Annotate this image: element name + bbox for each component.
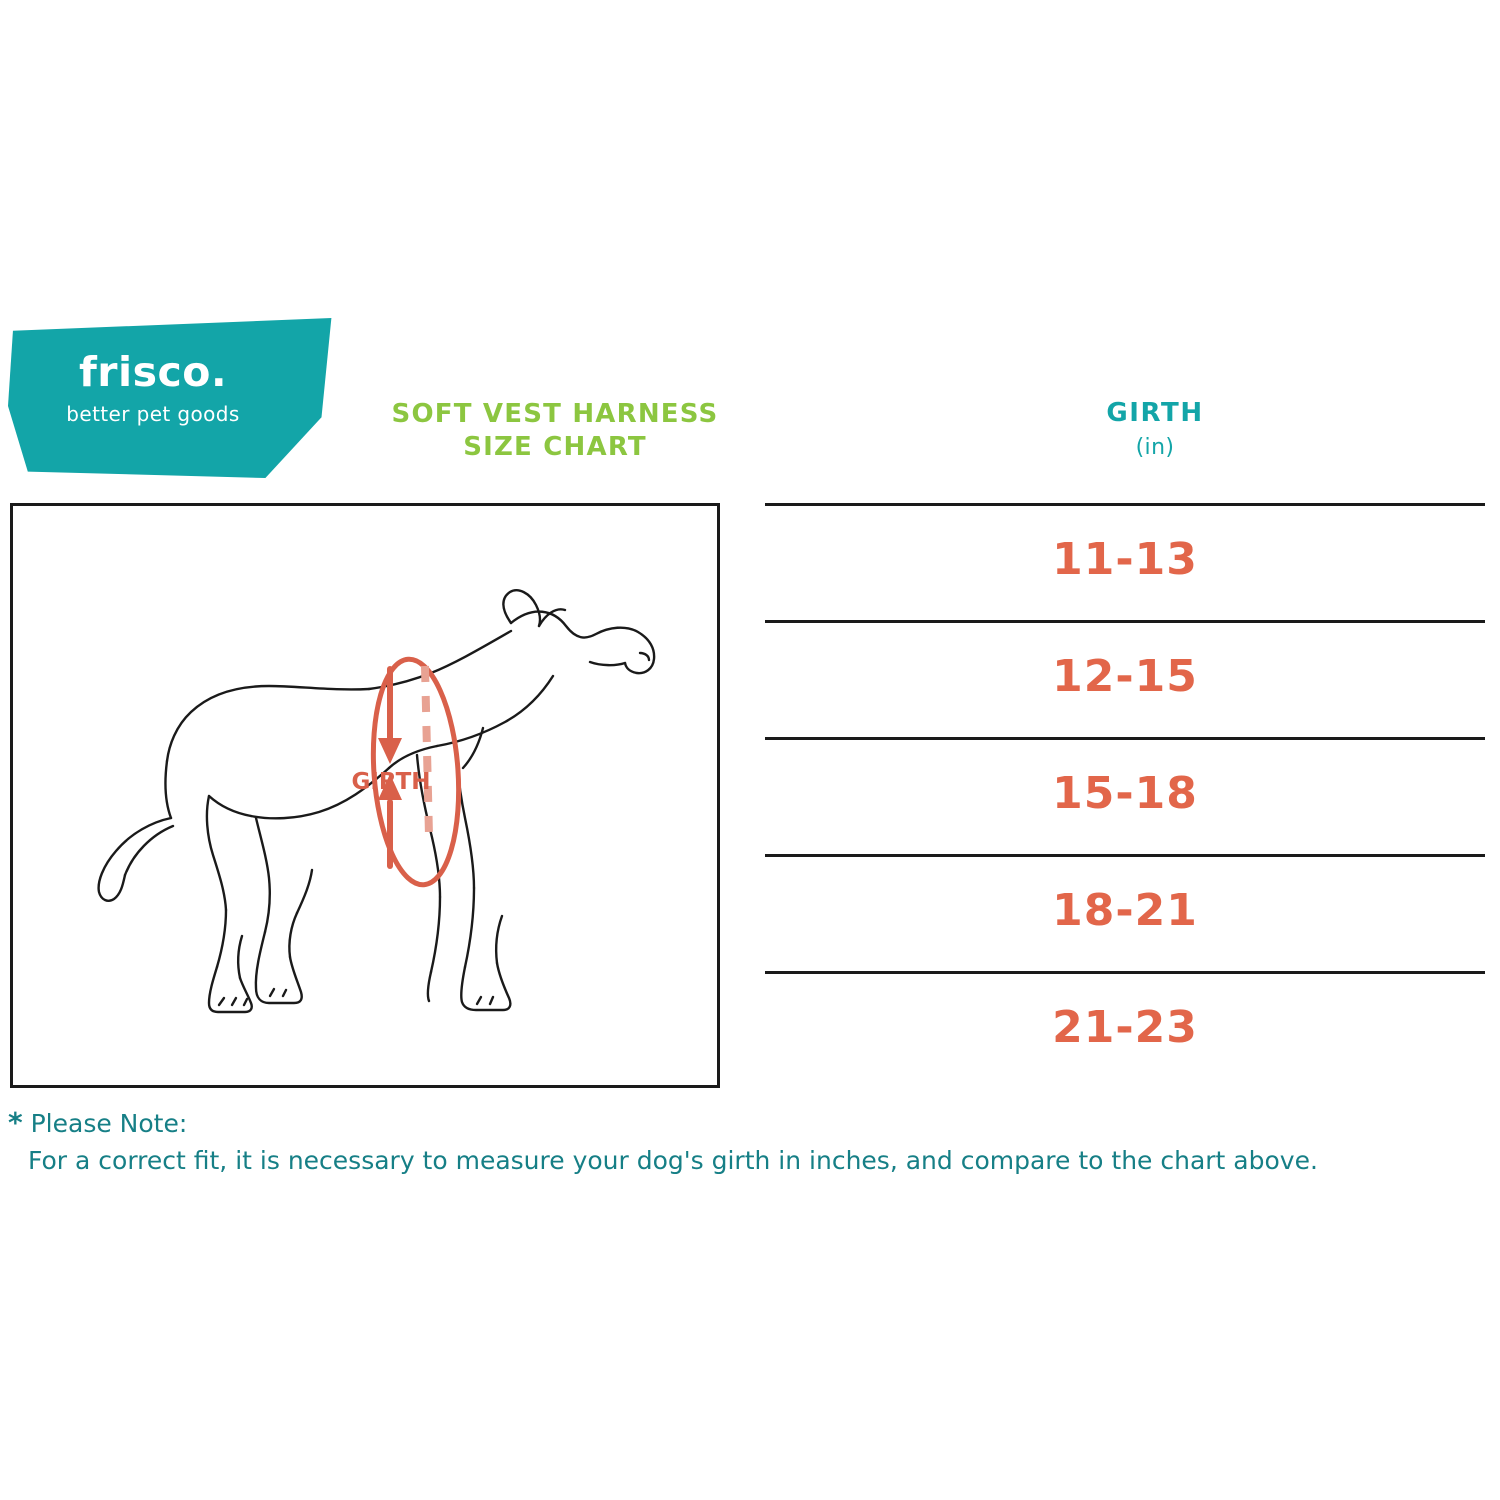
footnote-line-1 [8, 1103, 1428, 1143]
girth-value: 18-21 [1052, 885, 1198, 936]
brand-tagline: better pet goods [66, 402, 240, 426]
column-header-girth-unit: (in) [1135, 435, 1175, 460]
size-table [765, 503, 1485, 1088]
girth-value: 11-13 [1052, 534, 1198, 585]
dog-outline-svg [13, 506, 717, 1085]
girth-value: 12-15 [1052, 651, 1198, 702]
page-title-line-1: SOFT VEST HARNESS [391, 399, 719, 429]
brand-logo [8, 318, 338, 478]
footnote-heading: Please Note: [30, 1109, 188, 1138]
footnote-line-2: For a correct fit, it is necessary to measure your dog's girth in inches, and compare to the chart above. [28, 1145, 1318, 1175]
page-title [380, 398, 730, 465]
table-row [765, 737, 1485, 854]
table-row [765, 854, 1485, 971]
page-title-line-2: SIZE CHART [463, 432, 647, 463]
column-header-girth-label: GIRTH [1106, 398, 1204, 428]
girth-illustration-label: GIRTH [351, 769, 431, 795]
table-row [765, 971, 1485, 1088]
girth-value: 15-18 [1052, 768, 1198, 819]
measurement-illustration [10, 503, 720, 1088]
girth-value: 21-23 [1052, 1002, 1198, 1053]
brand-name: frisco. [78, 348, 228, 396]
footnote [8, 1103, 1428, 1178]
asterisk-icon: * [8, 1106, 23, 1139]
column-header-girth [930, 398, 1380, 460]
logo-text-group [8, 348, 298, 426]
table-row [765, 503, 1485, 620]
table-row [765, 620, 1485, 737]
